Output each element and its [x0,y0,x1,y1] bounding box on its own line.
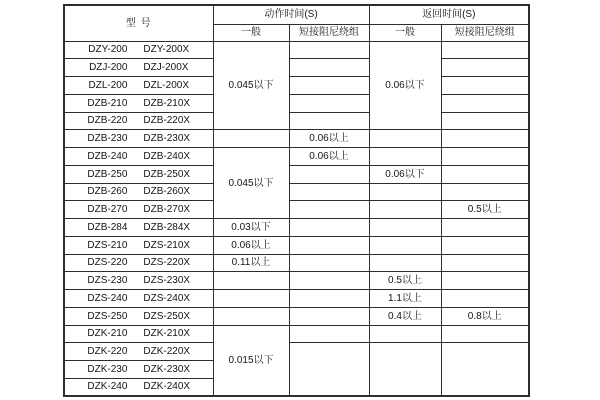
action-damped-cell [289,307,369,325]
header-row-groups [64,5,529,24]
action-damped-cell [289,183,369,201]
model-cell [64,59,213,77]
table-row [64,94,529,112]
action-damped-cell [289,165,369,183]
table-body [64,41,529,396]
table-row [64,290,529,308]
model-name: DZS-250 [87,310,128,322]
model-name-x: DZY-200X [143,44,190,56]
model-name-x: DZS-250X [143,310,191,322]
action-damped-cell [289,201,369,219]
return-general-cell [369,325,441,343]
header-return-general: 一般 [369,24,441,41]
return-general-cell: 0.5以上 [369,272,441,290]
model-cell [64,148,213,166]
model-cell [64,254,213,272]
model-cell [64,361,213,379]
return-general-cell: 1.1以上 [369,290,441,308]
action-damped-cell [289,94,369,112]
action-damped-cell: 0.06以上 [289,130,369,148]
table-row [64,130,529,148]
model-cell [64,94,213,112]
action-damped-cell [289,41,369,59]
table-row [64,254,529,272]
model-cell [64,307,213,325]
table-row [64,219,529,237]
model-name-x: DZB-230X [143,133,191,145]
action-general-cell: 0.045以下 [213,148,289,219]
return-general-cell: 0.4以上 [369,307,441,325]
header-return-time-group: 返回时间(S) [369,5,529,24]
return-general-cell: 0.06以下 [369,41,441,130]
return-damped-cell [441,236,529,254]
header-action-general: 一般 [213,24,289,41]
model-name: DZL-200 [88,79,128,91]
model-name-x: DZB-240X [143,150,191,162]
model-cell [64,77,213,95]
table-row [64,201,529,219]
model-name: DZB-284 [87,221,128,233]
return-general-cell [369,254,441,272]
return-general-cell [369,183,441,201]
return-damped-cell [441,343,529,396]
model-name: DZK-210 [87,328,128,340]
table-row [64,77,529,95]
header-action-damped-winding: 短接阻尼绕组 [289,24,369,41]
model-cell [64,343,213,361]
action-damped-cell [289,77,369,95]
table-row [64,236,529,254]
action-general-cell: 0.045以下 [213,41,289,130]
model-name-x: DZS-240X [143,292,191,304]
return-damped-cell: 0.5以上 [441,201,529,219]
model-name: DZS-240 [87,292,128,304]
model-name-x: DZB-284X [143,221,191,233]
table-row [64,41,529,59]
model-name: DZJ-200 [89,62,128,74]
action-damped-cell [289,59,369,77]
model-name-x: DZL-200X [143,79,189,91]
return-damped-cell [441,165,529,183]
header-model: 型 号 [64,5,213,41]
return-damped-cell [441,112,529,130]
model-name-x: DZB-260X [143,186,191,198]
action-damped-cell [289,272,369,290]
return-damped-cell: 0.8以上 [441,307,529,325]
model-name-x: DZB-250X [143,168,191,180]
action-general-cell: 0.015以下 [213,325,289,396]
model-cell [64,325,213,343]
return-general-cell [369,343,441,396]
model-name: DZB-260 [87,186,128,198]
return-general-cell [369,130,441,148]
model-cell [64,219,213,237]
model-name: DZY-200 [88,44,128,56]
model-name-x: DZB-210X [143,97,191,109]
action-damped-cell [289,254,369,272]
table-row [64,59,529,77]
return-general-cell [369,201,441,219]
action-damped-cell [289,236,369,254]
model-name: DZS-220 [87,257,128,269]
table-row [64,183,529,201]
model-name: DZS-230 [87,275,128,287]
action-damped-cell [289,290,369,308]
action-general-cell: 0.06以上 [213,236,289,254]
model-cell [64,41,213,59]
model-cell [64,236,213,254]
model-cell [64,183,213,201]
model-name-x: DZB-220X [143,115,191,127]
model-name: DZK-230 [87,363,128,375]
model-name: DZB-270 [87,204,128,216]
model-name-x: DZK-220X [143,346,191,358]
table-row [64,343,529,361]
model-cell [64,378,213,396]
action-damped-cell [289,325,369,343]
model-name-x: DZK-240X [143,381,191,393]
model-cell [64,272,213,290]
header-return-damped-winding: 短接阻尼绕组 [441,24,529,41]
return-damped-cell [441,183,529,201]
return-damped-cell [441,77,529,95]
model-name-x: DZJ-200X [143,62,189,74]
return-damped-cell [441,130,529,148]
return-general-cell [369,148,441,166]
model-name-x: DZB-270X [143,204,191,216]
action-damped-cell [289,112,369,130]
table-row [64,165,529,183]
model-name-x: DZS-220X [143,257,191,269]
action-damped-cell: 0.06以上 [289,148,369,166]
model-cell [64,112,213,130]
table-row [64,272,529,290]
model-name-x: DZK-210X [143,328,191,340]
return-damped-cell [441,325,529,343]
return-damped-cell [441,148,529,166]
return-general-cell: 0.06以下 [369,165,441,183]
model-cell [64,165,213,183]
model-name: DZB-250 [87,168,128,180]
table-row [64,325,529,343]
return-general-cell [369,236,441,254]
action-damped-cell [289,219,369,237]
model-name: DZS-210 [87,239,128,251]
action-general-cell [213,307,289,325]
return-damped-cell [441,254,529,272]
table-header [64,5,529,41]
action-general-cell [213,272,289,290]
return-damped-cell [441,94,529,112]
header-action-time-group: 动作时间(S) [213,5,369,24]
model-name: DZB-240 [87,150,128,162]
model-name-x: DZK-230X [143,363,191,375]
model-name: DZK-240 [87,381,128,393]
model-cell [64,290,213,308]
model-name-x: DZS-230X [143,275,191,287]
action-general-cell: 0.11以上 [213,254,289,272]
model-cell [64,201,213,219]
return-damped-cell [441,219,529,237]
spec-table [63,4,530,397]
model-name: DZB-210 [87,97,128,109]
return-general-cell [369,219,441,237]
model-name: DZK-220 [87,346,128,358]
return-damped-cell [441,290,529,308]
table-row [64,112,529,130]
return-damped-cell [441,59,529,77]
action-general-cell [213,290,289,308]
action-damped-cell [289,343,369,396]
model-cell [64,130,213,148]
return-damped-cell [441,272,529,290]
action-general-cell: 0.03以下 [213,219,289,237]
model-name: DZB-230 [87,133,128,145]
table-row [64,307,529,325]
model-name-x: DZS-210X [143,239,191,251]
model-name: DZB-220 [87,115,128,127]
table-row [64,148,529,166]
return-damped-cell [441,41,529,59]
action-general-cell [213,130,289,148]
